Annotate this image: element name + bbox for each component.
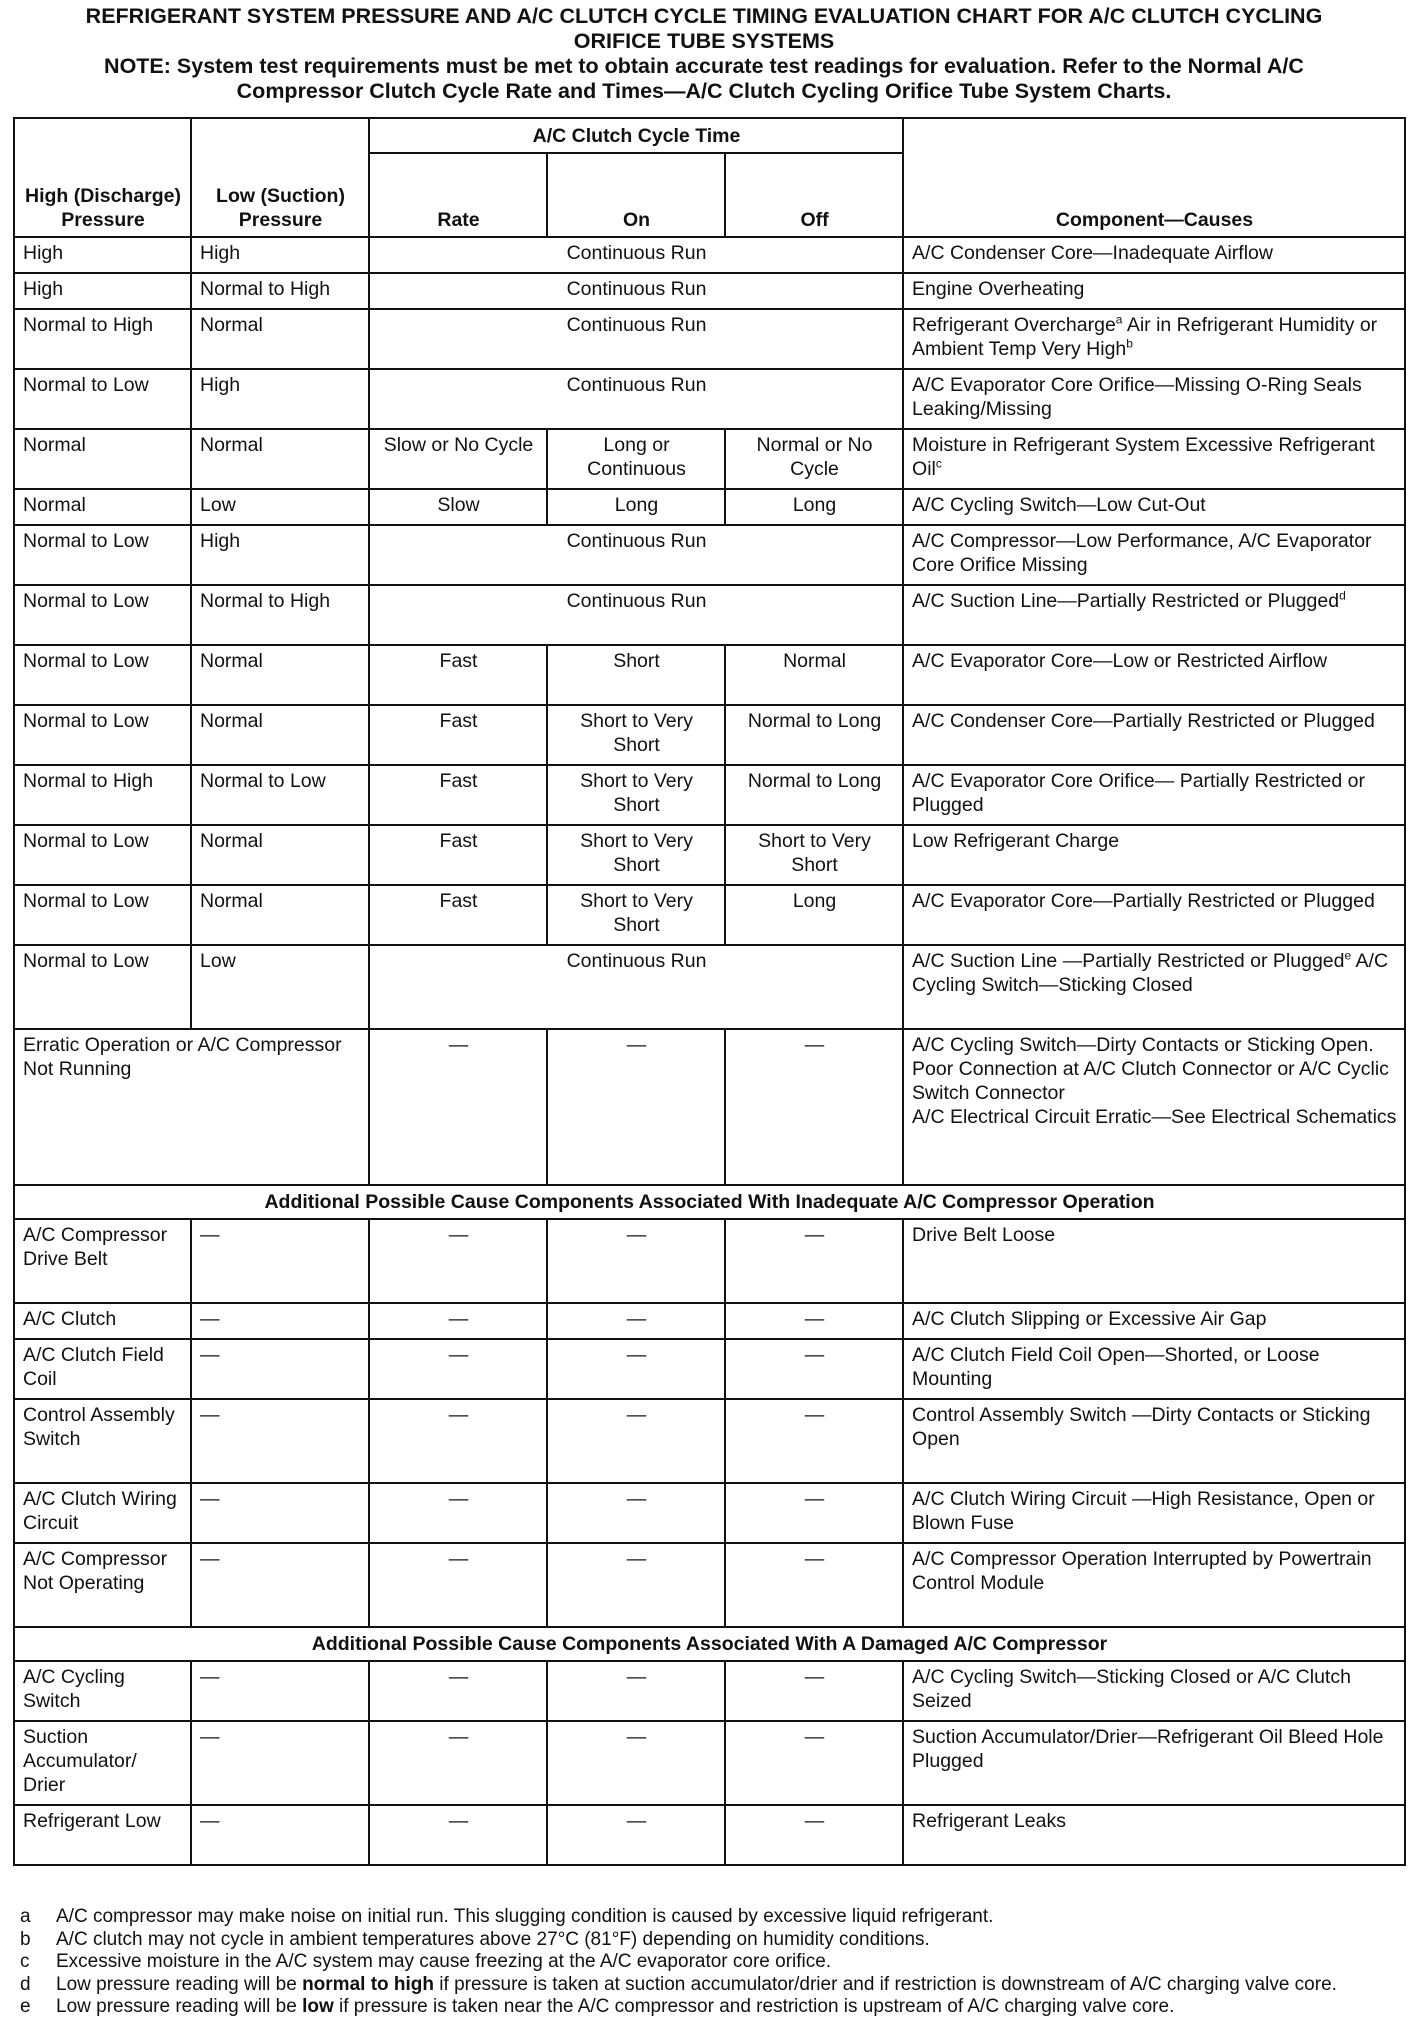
off-cell: — bbox=[725, 1721, 903, 1805]
rate-cell: — bbox=[369, 1219, 547, 1303]
section-heading: Additional Possible Cause Components Associated With A Damaged A/C Compressor bbox=[14, 1627, 1405, 1661]
cause-text: Moisture in Refrigerant System Excessive Refrigerant Oil bbox=[912, 434, 1375, 480]
cause-cell: A/C Clutch Slipping or Excessive Air Gap bbox=[903, 1303, 1405, 1339]
low-pressure-cell: — bbox=[191, 1219, 369, 1303]
cause-cell bbox=[903, 489, 1405, 525]
rate-cell: — bbox=[369, 1721, 547, 1805]
off-cell: — bbox=[725, 1399, 903, 1483]
cause-text: Refrigerant Overcharge bbox=[912, 314, 1116, 336]
on-cell: — bbox=[547, 1399, 725, 1483]
cause-line: A/C Cycling Switch—Dirty Contacts or Sticking Open. bbox=[912, 1034, 1374, 1056]
table-row bbox=[14, 825, 1405, 885]
footnote-marker: c bbox=[935, 456, 942, 471]
low-pressure-cell: Normal bbox=[191, 705, 369, 765]
low-pressure-cell: — bbox=[191, 1483, 369, 1543]
cause-text-continued: A/C Cycling Switch—Sticking Closed bbox=[912, 950, 1389, 996]
table-row bbox=[14, 585, 1405, 645]
section-heading: Additional Possible Cause Components Associated With Inadequate A/C Compressor Operation bbox=[14, 1185, 1405, 1219]
on-cell: — bbox=[547, 1303, 725, 1339]
low-pressure-cell: Normal bbox=[191, 885, 369, 945]
component-cell: Control Assembly Switch bbox=[14, 1399, 191, 1483]
low-pressure-cell: — bbox=[191, 1805, 369, 1865]
low-pressure-cell: Normal to High bbox=[191, 585, 369, 645]
header-clutch-cycle-time: A/C Clutch Cycle Time bbox=[369, 118, 903, 153]
low-pressure-cell: High bbox=[191, 525, 369, 585]
cycle-time-cell: Continuous Run bbox=[369, 585, 903, 645]
cause-cell bbox=[903, 585, 1405, 645]
component-row bbox=[14, 1399, 1405, 1483]
high-pressure-cell: Normal to Low bbox=[14, 945, 191, 1029]
component-cell: A/C Clutch bbox=[14, 1303, 191, 1339]
cause-text: A/C Condenser Core—Inadequate Airflow bbox=[912, 242, 1273, 264]
cause-text: Engine Overheating bbox=[912, 278, 1085, 300]
cycle-time-cell: Continuous Run bbox=[369, 945, 903, 1029]
rate-cell: Fast bbox=[369, 885, 547, 945]
footnote bbox=[20, 1951, 1400, 1974]
on-cell: Short to Very Short bbox=[547, 885, 725, 945]
rate-cell: — bbox=[369, 1339, 547, 1399]
cause-line: Poor Connection at A/C Clutch Connector or A/C Cyclic Switch Connector bbox=[912, 1058, 1389, 1104]
header-off: Off bbox=[725, 153, 903, 237]
cause-cell bbox=[903, 309, 1405, 369]
rate-cell: — bbox=[369, 1029, 547, 1185]
cause-cell: A/C Clutch Field Coil Open—Shorted, or Loose Mounting bbox=[903, 1339, 1405, 1399]
low-pressure-cell: Normal bbox=[191, 645, 369, 705]
cause-cell bbox=[903, 369, 1405, 429]
high-pressure-cell: Normal to High bbox=[14, 765, 191, 825]
table-row bbox=[14, 369, 1405, 429]
high-pressure-cell: Normal to Low bbox=[14, 825, 191, 885]
table-row bbox=[14, 705, 1405, 765]
footnote-text bbox=[56, 1951, 1400, 1974]
off-cell: — bbox=[725, 1661, 903, 1721]
on-cell: — bbox=[547, 1029, 725, 1185]
component-cell: Suction Accumulator/ Drier bbox=[14, 1721, 191, 1805]
table-row bbox=[14, 525, 1405, 585]
footnote-text-part: if pressure is taken at suction accumulator/drier and if restriction is downstream of A/C charging valve core. bbox=[434, 1973, 1337, 1995]
off-cell: Normal bbox=[725, 645, 903, 705]
header-on: On bbox=[547, 153, 725, 237]
footnote bbox=[20, 1929, 1400, 1952]
high-pressure-cell: Normal to Low bbox=[14, 525, 191, 585]
component-cell: A/C Clutch Field Coil bbox=[14, 1339, 191, 1399]
footnote-marker: b bbox=[1126, 336, 1133, 351]
on-cell: Short to Very Short bbox=[547, 825, 725, 885]
low-pressure-cell: Low bbox=[191, 489, 369, 525]
cause-cell: A/C Clutch Wiring Circuit —High Resistance, Open or Blown Fuse bbox=[903, 1483, 1405, 1543]
footnote-key: a bbox=[20, 1906, 31, 1927]
component-row bbox=[14, 1721, 1405, 1805]
cause-cell bbox=[903, 645, 1405, 705]
on-cell: Short to Very Short bbox=[547, 765, 725, 825]
cycle-time-cell: Continuous Run bbox=[369, 369, 903, 429]
high-pressure-cell: Normal to Low bbox=[14, 585, 191, 645]
footnote-marker: a bbox=[1115, 312, 1123, 327]
cause-cell bbox=[903, 705, 1405, 765]
cycle-time-cell: Continuous Run bbox=[369, 309, 903, 369]
table-row bbox=[14, 489, 1405, 525]
off-cell: — bbox=[725, 1029, 903, 1185]
cause-text: A/C Suction Line—Partially Restricted or Plugged bbox=[912, 590, 1340, 612]
off-cell: Normal to Long bbox=[725, 765, 903, 825]
footnote-text bbox=[56, 1974, 1400, 1997]
component-row bbox=[14, 1339, 1405, 1399]
low-pressure-cell: — bbox=[191, 1303, 369, 1339]
footnote bbox=[20, 1906, 1400, 1929]
cycle-time-cell: Continuous Run bbox=[369, 237, 903, 273]
table-body bbox=[14, 237, 1405, 1865]
table-row bbox=[14, 765, 1405, 825]
cause-cell bbox=[903, 237, 1405, 273]
high-pressure-cell: Normal to Low bbox=[14, 369, 191, 429]
cycle-time-cell: Continuous Run bbox=[369, 273, 903, 309]
cause-cell: Control Assembly Switch —Dirty Contacts or Sticking Open bbox=[903, 1399, 1405, 1483]
evaluation-table bbox=[13, 117, 1406, 1866]
off-cell: — bbox=[725, 1339, 903, 1399]
cause-cell bbox=[903, 1029, 1405, 1185]
high-pressure-cell: Normal to Low bbox=[14, 885, 191, 945]
low-pressure-cell: High bbox=[191, 237, 369, 273]
footnote-key: b bbox=[20, 1928, 31, 1950]
section-heading-row bbox=[14, 1627, 1405, 1661]
cause-text: A/C Suction Line —Partially Restricted or Plugged bbox=[912, 950, 1345, 972]
table-row bbox=[14, 945, 1405, 1029]
high-pressure-cell: High bbox=[14, 273, 191, 309]
table-row-erratic bbox=[14, 1029, 1405, 1185]
rate-cell: — bbox=[369, 1399, 547, 1483]
header-high-pressure: High (Discharge) Pressure bbox=[14, 118, 191, 237]
footnote-text-part: A/C compressor may make noise on initial run. This slugging condition is caused by excessive liquid refrigerant. bbox=[56, 1906, 994, 1927]
cause-cell bbox=[903, 825, 1405, 885]
cause-text: A/C Evaporator Core—Partially Restricted or Plugged bbox=[912, 890, 1375, 912]
table-row bbox=[14, 237, 1405, 273]
footnote-key: d bbox=[20, 1973, 31, 1995]
rate-cell: — bbox=[369, 1661, 547, 1721]
off-cell: — bbox=[725, 1543, 903, 1627]
footnote bbox=[20, 1996, 1400, 2019]
on-cell: Short bbox=[547, 645, 725, 705]
cause-text: A/C Compressor—Low Performance, A/C Evaporator Core Orifice Missing bbox=[912, 530, 1372, 576]
component-cell: A/C Clutch Wiring Circuit bbox=[14, 1483, 191, 1543]
low-pressure-cell: Normal bbox=[191, 309, 369, 369]
header-rate: Rate bbox=[369, 153, 547, 237]
table-row bbox=[14, 309, 1405, 369]
footnote-text-part: A/C clutch may not cycle in ambient temperatures above 27°C (81°F) depending on humidity conditions. bbox=[56, 1928, 930, 1950]
low-pressure-cell: — bbox=[191, 1543, 369, 1627]
high-pressure-cell: Normal to High bbox=[14, 309, 191, 369]
table-row bbox=[14, 273, 1405, 309]
on-cell: — bbox=[547, 1721, 725, 1805]
section-heading-row bbox=[14, 1185, 1405, 1219]
component-cell: Refrigerant Low bbox=[14, 1805, 191, 1865]
low-pressure-cell: — bbox=[191, 1661, 369, 1721]
footnote-text bbox=[56, 1906, 1400, 1929]
on-cell: Long bbox=[547, 489, 725, 525]
off-cell: Short to Very Short bbox=[725, 825, 903, 885]
high-pressure-cell: Normal bbox=[14, 489, 191, 525]
footnotes bbox=[20, 1906, 1400, 2019]
low-pressure-cell: Normal bbox=[191, 825, 369, 885]
high-pressure-cell: Normal bbox=[14, 429, 191, 489]
footnote bbox=[20, 1974, 1400, 1997]
component-cell: A/C Compressor Drive Belt bbox=[14, 1219, 191, 1303]
on-cell: Short to Very Short bbox=[547, 705, 725, 765]
rate-cell: Fast bbox=[369, 825, 547, 885]
component-cell: A/C Cycling Switch bbox=[14, 1661, 191, 1721]
cause-text: A/C Evaporator Core Orifice—Missing O-Ring Seals Leaking/Missing bbox=[912, 374, 1362, 420]
high-pressure-cell: Normal to Low bbox=[14, 705, 191, 765]
on-cell: Long or Continuous bbox=[547, 429, 725, 489]
footnote-text-part: Excessive moisture in the A/C system may cause freezing at the A/C evaporator core orifice. bbox=[56, 1951, 832, 1973]
low-pressure-cell: Normal bbox=[191, 429, 369, 489]
cause-cell bbox=[903, 945, 1405, 1029]
on-cell: — bbox=[547, 1219, 725, 1303]
low-pressure-cell: High bbox=[191, 369, 369, 429]
off-cell: Long bbox=[725, 885, 903, 945]
cause-cell: A/C Compressor Operation Interrupted by Powertrain Control Module bbox=[903, 1543, 1405, 1627]
component-row bbox=[14, 1303, 1405, 1339]
off-cell: — bbox=[725, 1805, 903, 1865]
cause-text-continued: Air in Refrigerant Humidity or Ambient Temp Very High bbox=[912, 314, 1378, 360]
rate-cell: Fast bbox=[369, 645, 547, 705]
cause-cell: Refrigerant Leaks bbox=[903, 1805, 1405, 1865]
rate-cell: — bbox=[369, 1805, 547, 1865]
cause-text: A/C Evaporator Core—Low or Restricted Airflow bbox=[912, 650, 1328, 672]
cause-cell: Suction Accumulator/Drier—Refrigerant Oil Bleed Hole Plugged bbox=[903, 1721, 1405, 1805]
low-pressure-cell: Normal to High bbox=[191, 273, 369, 309]
low-pressure-cell: — bbox=[191, 1399, 369, 1483]
table-row bbox=[14, 885, 1405, 945]
header-low-pressure: Low (Suction) Pressure bbox=[191, 118, 369, 237]
footnote-text-part: Low pressure reading will be bbox=[56, 1973, 303, 1995]
on-cell: — bbox=[547, 1661, 725, 1721]
footnote-emphasis: low bbox=[302, 1996, 334, 2018]
rate-cell: Slow or No Cycle bbox=[369, 429, 547, 489]
cause-cell bbox=[903, 765, 1405, 825]
table-row bbox=[14, 429, 1405, 489]
component-row bbox=[14, 1483, 1405, 1543]
rate-cell: Slow bbox=[369, 489, 547, 525]
off-cell: Normal or No Cycle bbox=[725, 429, 903, 489]
rate-cell: — bbox=[369, 1303, 547, 1339]
component-row bbox=[14, 1219, 1405, 1303]
cause-text: A/C Evaporator Core Orifice— Partially Restricted or Plugged bbox=[912, 770, 1366, 816]
component-cell: A/C Compressor Not Operating bbox=[14, 1543, 191, 1627]
component-row bbox=[14, 1661, 1405, 1721]
cause-cell bbox=[903, 273, 1405, 309]
high-pressure-cell: High bbox=[14, 237, 191, 273]
chart-title-line-2: ORIFICE TUBE SYSTEMS bbox=[573, 29, 835, 53]
test-note-line-2: Compressor Clutch Cycle Rate and Times—A/C Clutch Cycling Orifice Tube System Charts. bbox=[236, 79, 1172, 103]
footnote-emphasis: normal to high bbox=[302, 1973, 435, 1995]
footnote-key: e bbox=[20, 1996, 31, 2018]
cycle-time-cell: Continuous Run bbox=[369, 525, 903, 585]
off-cell: Normal to Long bbox=[725, 705, 903, 765]
footnote-text bbox=[56, 1929, 1400, 1952]
low-pressure-cell: — bbox=[191, 1721, 369, 1805]
footnote-text-part: Low pressure reading will be bbox=[56, 1996, 303, 2018]
off-cell: — bbox=[725, 1219, 903, 1303]
on-cell: — bbox=[547, 1543, 725, 1627]
rate-cell: Fast bbox=[369, 705, 547, 765]
cause-text: Low Refrigerant Charge bbox=[912, 830, 1120, 852]
cause-text: A/C Condenser Core—Partially Restricted or Plugged bbox=[912, 710, 1375, 732]
table-row bbox=[14, 645, 1405, 705]
high-pressure-cell: Normal to Low bbox=[14, 645, 191, 705]
rate-cell: — bbox=[369, 1543, 547, 1627]
cause-cell: Drive Belt Loose bbox=[903, 1219, 1405, 1303]
footnote-text bbox=[56, 1996, 1400, 2019]
on-cell: — bbox=[547, 1339, 725, 1399]
chart-title: REFRIGERANT SYSTEM PRESSURE AND A/C CLUTCH CYCLE TIMING EVALUATION CHART FOR A/C CLUTCH CYCLING bbox=[85, 4, 1323, 28]
cause-cell bbox=[903, 885, 1405, 945]
footnote-key: c bbox=[20, 1951, 30, 1973]
off-cell: Long bbox=[725, 489, 903, 525]
rate-cell: Fast bbox=[369, 765, 547, 825]
on-cell: — bbox=[547, 1483, 725, 1543]
test-note: NOTE: System test requirements must be met to obtain accurate test readings for evaluation. Refer to the Normal A/C bbox=[104, 54, 1304, 78]
cause-text: A/C Cycling Switch—Low Cut-Out bbox=[912, 494, 1206, 516]
rate-cell: — bbox=[369, 1483, 547, 1543]
footnote-marker: e bbox=[1344, 948, 1352, 963]
off-cell: — bbox=[725, 1303, 903, 1339]
cause-cell bbox=[903, 525, 1405, 585]
low-pressure-cell: Normal to Low bbox=[191, 765, 369, 825]
cause-cell: A/C Cycling Switch—Sticking Closed or A/C Clutch Seized bbox=[903, 1661, 1405, 1721]
off-cell: — bbox=[725, 1483, 903, 1543]
low-pressure-cell: — bbox=[191, 1339, 369, 1399]
component-row bbox=[14, 1805, 1405, 1865]
component-row bbox=[14, 1543, 1405, 1627]
footnote-marker: d bbox=[1339, 588, 1346, 603]
footnote-text-part: if pressure is taken near the A/C compressor and restriction is upstream of A/C charging valve core. bbox=[333, 1996, 1175, 2018]
header-component-causes: Component—Causes bbox=[903, 118, 1405, 237]
erratic-label: Erratic Operation or A/C Compressor Not Running bbox=[14, 1029, 369, 1185]
low-pressure-cell: Low bbox=[191, 945, 369, 1029]
cause-line: A/C Electrical Circuit Erratic—See Electrical Schematics bbox=[912, 1106, 1397, 1128]
cause-cell bbox=[903, 429, 1405, 489]
on-cell: — bbox=[547, 1805, 725, 1865]
